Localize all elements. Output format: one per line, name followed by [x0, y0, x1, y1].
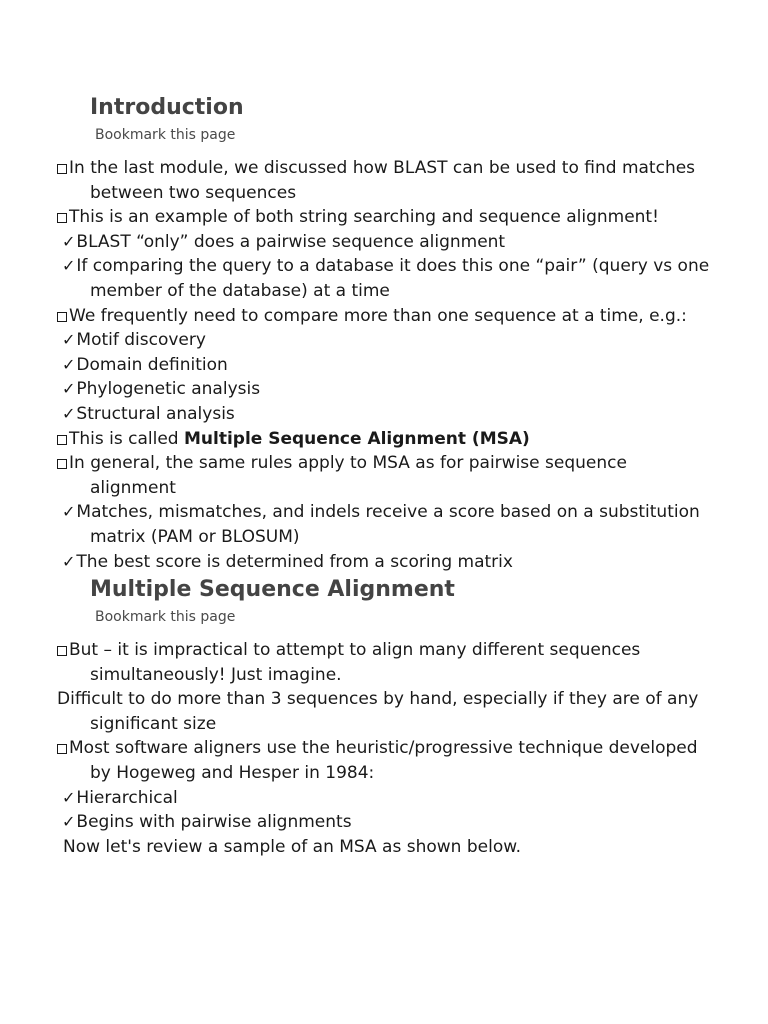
checkmark-icon: ✓	[62, 404, 76, 423]
check-item: ✓Structural analysis	[62, 404, 235, 424]
check-item-continuation: member of the database) at a time	[90, 281, 390, 301]
checkmark-icon: ✓	[62, 502, 76, 522]
checkmark-icon: ✓	[62, 354, 76, 374]
check-item: ✓BLAST “only” does a pairwise sequence alignment	[62, 231, 506, 252]
checkmark-icon: ✓	[62, 812, 76, 832]
section-title-msa: Multiple Sequence Alignment	[90, 577, 455, 602]
checkbox-square-icon	[57, 744, 67, 754]
checkbox-square-icon	[57, 164, 67, 174]
bullet-item-continuation: between two sequences	[90, 182, 297, 203]
bullet-item: We frequently need to compare more than one sequence at a time, e.g.:	[57, 304, 687, 329]
bold-term: Multiple Sequence Alignment (MSA)	[184, 428, 530, 449]
bullet-item-continuation: simultaneously! Just imagine.	[90, 664, 342, 685]
check-item: ✓If comparing the query to a database it does this one “pair” (query vs one	[62, 256, 710, 277]
checkbox-square-icon	[57, 435, 67, 445]
paragraph-line: Now let's review a sample of an MSA as shown below.	[63, 836, 521, 857]
check-item: ✓Phylogenetic analysis	[62, 379, 261, 400]
checkbox-square-icon	[57, 646, 67, 656]
check-item: ✓The best score is determined from a scoring matrix	[62, 551, 513, 572]
bullet-item-continuation: by Hogeweg and Hesper in 1984:	[90, 763, 375, 783]
bullet-item: Most software aligners use the heuristic/progressive technique developed	[57, 736, 698, 761]
bullet-item: In the last module, we discussed how BLAST can be used to find matches	[57, 156, 695, 181]
checkbox-square-icon	[57, 312, 67, 322]
check-item: ✓Begins with pairwise alignments	[62, 812, 352, 833]
check-item: ✓Matches, mismatches, and indels receive a score based on a substitution	[62, 502, 700, 523]
bookmark-link-msa[interactable]: Bookmark this page	[95, 609, 236, 625]
bullet-item: In general, the same rules apply to MSA as for pairwise sequence	[57, 451, 627, 476]
checkmark-icon: ✓	[62, 256, 76, 276]
paragraph-line: Difficult to do more than 3 sequences by hand, especially if they are of any	[57, 689, 699, 710]
checkmark-icon: ✓	[62, 787, 76, 807]
section-title-introduction: Introduction	[90, 95, 244, 120]
check-item: ✓Hierarchical	[62, 787, 178, 808]
check-item: ✓Domain definition	[62, 354, 228, 375]
paragraph-line-continuation: significant size	[90, 713, 217, 734]
check-item: ✓Motif discovery	[62, 330, 206, 351]
bullet-item: This is an example of both string searching and sequence alignment!	[57, 205, 659, 230]
bullet-item: This is called Multiple Sequence Alignment (MSA)	[57, 427, 530, 452]
checkmark-icon: ✓	[62, 330, 76, 350]
bullet-item: But – it is impractical to attempt to align many different sequences	[57, 638, 640, 663]
bullet-item-continuation: alignment	[90, 477, 176, 498]
bookmark-link-introduction[interactable]: Bookmark this page	[95, 127, 236, 143]
checkbox-square-icon	[57, 459, 67, 469]
checkmark-icon: ✓	[62, 231, 76, 251]
checkmark-icon: ✓	[62, 551, 76, 571]
checkbox-square-icon	[57, 213, 67, 223]
check-item-continuation: matrix (PAM or BLOSUM)	[90, 527, 300, 547]
checkmark-icon: ✓	[62, 379, 76, 399]
